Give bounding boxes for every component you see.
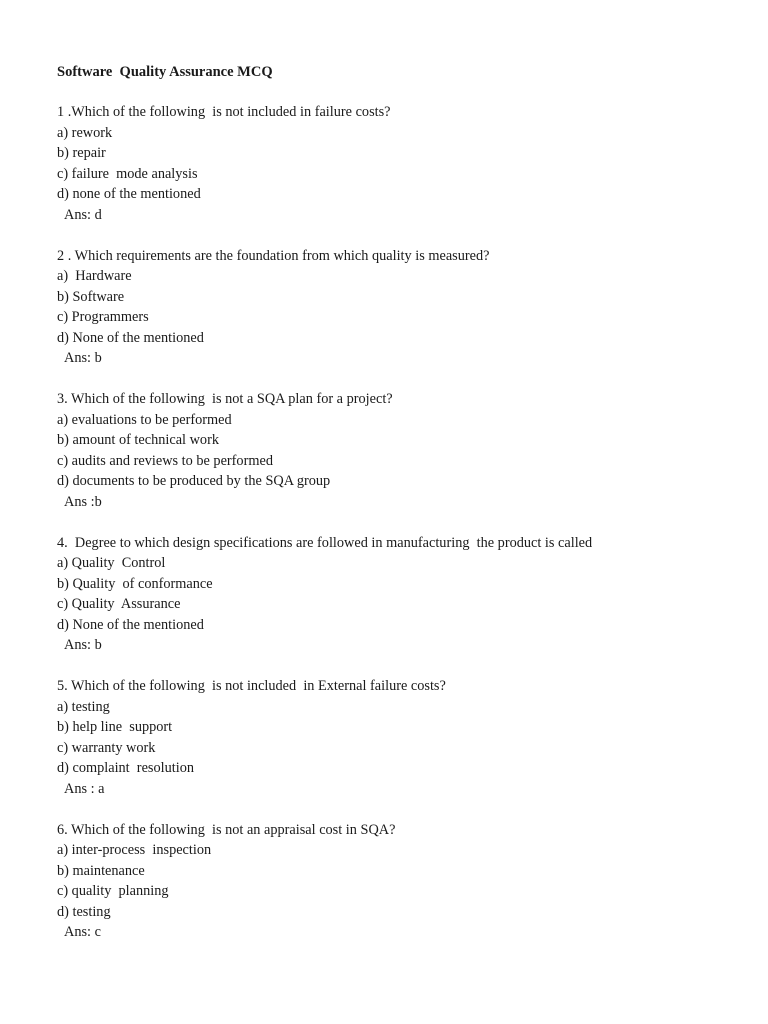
question-prompt: 4. Degree to which design specifications are followed in manufacturing the product is called	[57, 534, 593, 551]
option-c: c) quality planning	[57, 883, 169, 899]
option-d: d) None of the mentioned	[57, 616, 204, 633]
option-a: a) Hardware	[57, 268, 132, 284]
option-a: a) evaluations to be performed	[57, 411, 232, 428]
question-3	[57, 389, 747, 512]
question-2	[57, 246, 747, 369]
option-c: c) warranty work	[57, 739, 156, 756]
option-d: d) complaint resolution	[57, 760, 194, 776]
option-d: d) testing	[57, 903, 111, 920]
option-a: a) rework	[57, 124, 113, 141]
answer-key: Ans: b	[64, 350, 102, 366]
answer-key: Ans: b	[64, 637, 102, 653]
question-prompt: 3. Which of the following is not a SQA plan for a project?	[57, 391, 393, 407]
document-title: Software Quality Assurance MCQ	[57, 64, 273, 80]
answer-key: Ans: c	[64, 924, 101, 940]
question-prompt: 5. Which of the following is not included in External failure costs?	[57, 678, 446, 694]
answer-key: Ans: d	[64, 206, 102, 223]
option-b: b) Software	[57, 288, 125, 305]
option-b: b) help line support	[57, 719, 173, 735]
document-page	[57, 62, 747, 963]
option-a: a) testing	[57, 698, 110, 715]
option-c: c) Programmers	[57, 309, 149, 325]
option-c: c) failure mode analysis	[57, 165, 198, 182]
option-d: d) documents to be produced by the SQA group	[57, 473, 331, 489]
option-c: c) Quality Assurance	[57, 596, 181, 612]
option-b: b) maintenance	[57, 862, 145, 879]
option-a: a) Quality Control	[57, 555, 166, 571]
option-c: c) audits and reviews to be performed	[57, 452, 273, 469]
question-1	[57, 102, 747, 225]
question-prompt: 6. Which of the following is not an appraisal cost in SQA?	[57, 821, 396, 838]
answer-key: Ans : a	[64, 780, 105, 797]
option-d: d) None of the mentioned	[57, 329, 204, 346]
question-5	[57, 676, 747, 799]
option-b: b) repair	[57, 145, 106, 161]
question-4	[57, 533, 747, 656]
question-prompt: 2 . Which requirements are the foundation from which quality is measured?	[57, 247, 490, 264]
question-prompt: 1 .Which of the following is not included in failure costs?	[57, 104, 391, 120]
answer-key: Ans :b	[64, 493, 102, 510]
question-6	[57, 820, 747, 943]
option-b: b) amount of technical work	[57, 432, 219, 448]
option-d: d) none of the mentioned	[57, 186, 201, 202]
option-a: a) inter-process inspection	[57, 842, 212, 858]
option-b: b) Quality of conformance	[57, 575, 213, 592]
